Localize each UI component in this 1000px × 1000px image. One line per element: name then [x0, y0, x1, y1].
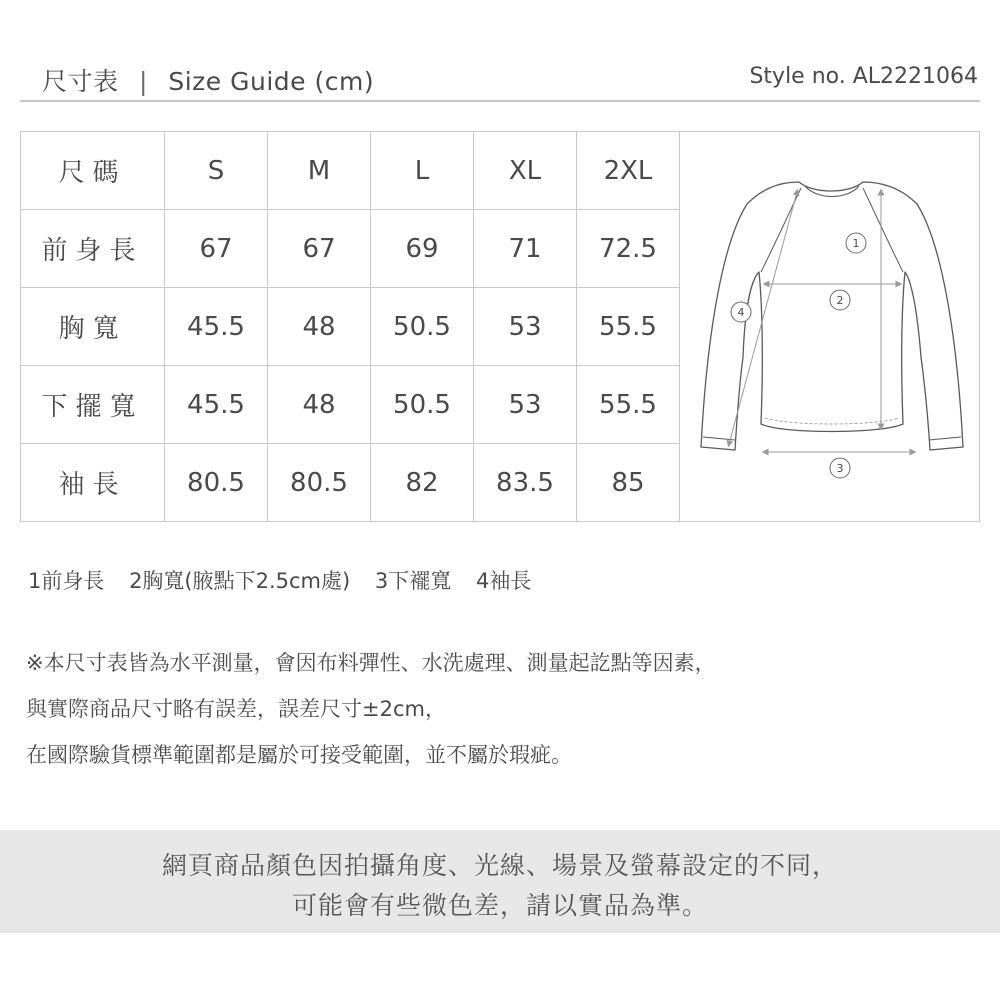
title-en: Size Guide (cm): [168, 67, 375, 96]
table-cell: 45.5: [165, 366, 268, 444]
page-header: [20, 56, 980, 102]
note-line: 在國際驗貨標準範圍都是屬於可接受範圍，並不屬於瑕疵。: [26, 743, 572, 767]
table-cell: 53: [474, 288, 577, 366]
table-cell: 50.5: [371, 366, 474, 444]
table-cell: 82: [371, 444, 474, 522]
legend-item: 3下襬寬: [374, 569, 452, 593]
size-header: XL: [474, 132, 577, 210]
table-cell: 48: [268, 366, 371, 444]
size-header: L: [371, 132, 474, 210]
note-line: 與實際商品尺寸略有誤差，誤差尺寸±2cm，: [26, 697, 446, 721]
note-line: ※本尺寸表皆為水平測量，會因布料彈性、水洗處理、測量起訖點等因素，: [26, 651, 716, 675]
table-cell: 80.5: [268, 444, 371, 522]
legend-item: 2胸寬(腋點下2.5cm處): [129, 569, 351, 593]
disclaimer-line: 網頁商品顏色因拍攝角度、光線、場景及螢幕設定的不同，: [161, 851, 838, 880]
size-header: M: [268, 132, 371, 210]
table-cell: 50.5: [371, 288, 474, 366]
marker-label: 1: [852, 237, 860, 250]
marker-label: 3: [836, 462, 844, 475]
long-sleeve-shirt-icon: [681, 132, 980, 522]
page-title: [42, 62, 374, 98]
table-cell: 72.5: [577, 210, 680, 288]
table-cell: 71: [474, 210, 577, 288]
measurement-notes: [26, 640, 716, 778]
style-number: Style no. AL2221064: [749, 64, 978, 89]
table-cell: 67: [268, 210, 371, 288]
row-label: 胸寬: [21, 288, 165, 366]
legend-item: 1前身長: [28, 569, 105, 593]
table-cell: 55.5: [577, 366, 680, 444]
table-cell: 67: [165, 210, 268, 288]
table-cell: 53: [474, 366, 577, 444]
size-header: 2XL: [577, 132, 680, 210]
row-label: 下擺寬: [21, 366, 165, 444]
table-cell: 48: [268, 288, 371, 366]
row-label: 袖長: [21, 444, 165, 522]
title-zh: 尺寸表: [42, 67, 119, 96]
measurement-legend: [28, 565, 549, 595]
legend-item: 4袖長: [475, 569, 532, 593]
table-cell: 80.5: [165, 444, 268, 522]
disclaimer-line: 可能會有些微色差，請以實品為準。: [291, 891, 708, 920]
corner-label: 尺碼: [21, 132, 165, 210]
marker-label: 4: [737, 306, 745, 319]
color-disclaimer: [0, 830, 1000, 933]
size-header: S: [165, 132, 268, 210]
table-cell: 83.5: [474, 444, 577, 522]
table-cell: 85: [577, 444, 680, 522]
table-cell: 69: [371, 210, 474, 288]
table-cell: 45.5: [165, 288, 268, 366]
row-label: 前身長: [21, 210, 165, 288]
table-cell: 55.5: [577, 288, 680, 366]
title-separator: |: [138, 67, 148, 96]
marker-label: 2: [836, 294, 844, 307]
